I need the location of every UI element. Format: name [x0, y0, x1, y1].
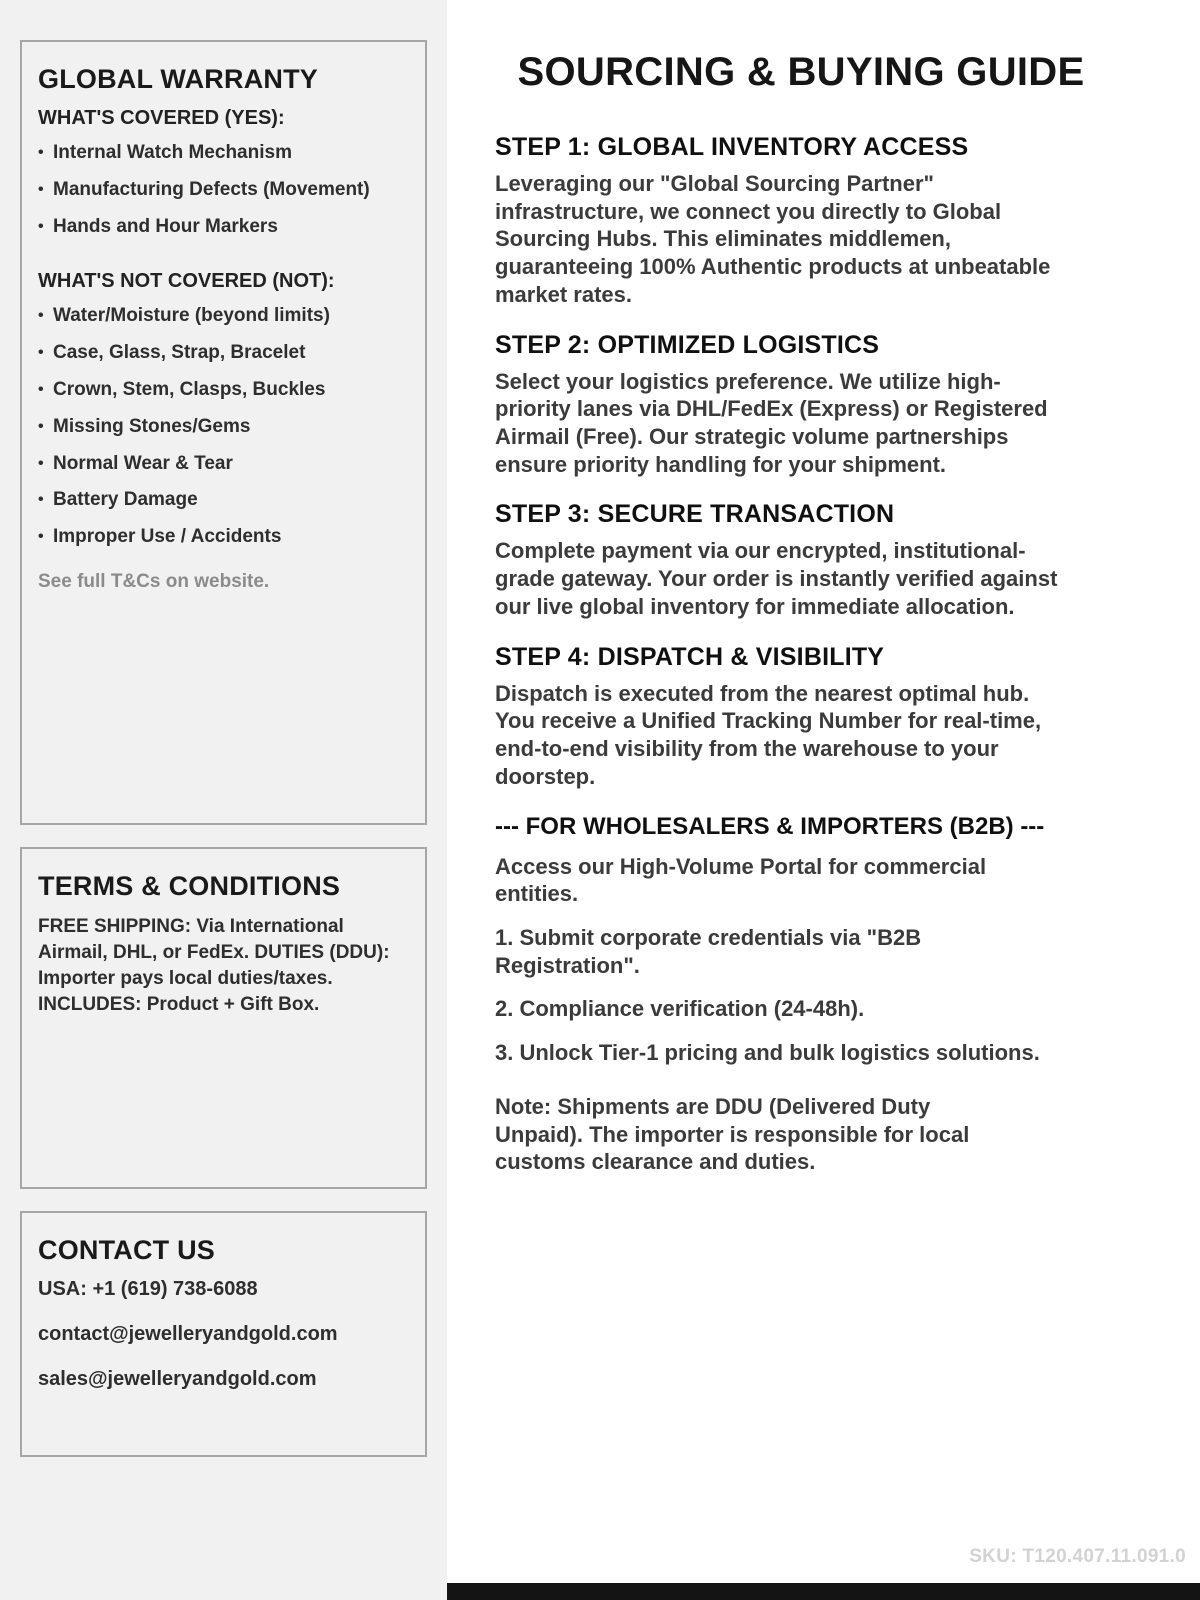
- b2b-intro: Access our High-Volume Portal for commercial entities.: [495, 853, 987, 907]
- not-covered-item: • Improper Use / Accidents: [38, 526, 409, 549]
- covered-item: • Hands and Hour Markers: [38, 216, 409, 239]
- main-content: [447, 0, 1200, 1600]
- contact-email: contact@jewelleryandgold.com: [38, 1323, 338, 1345]
- step-4-heading: STEP 4: DISPATCH & VISIBILITY: [495, 642, 885, 671]
- step-4: [495, 643, 1070, 791]
- bottom-bar: [447, 1583, 1200, 1600]
- b2b-item: 1. Submit corporate credentials via "B2B Registration".: [495, 924, 922, 978]
- b2b-item: 3. Unlock Tier-1 pricing and bulk logistics solutions.: [495, 1040, 1040, 1066]
- step-1-heading: STEP 1: GLOBAL INVENTORY ACCESS: [495, 133, 969, 161]
- step-2: [495, 331, 1070, 479]
- not-covered-item: • Water/Moisture (beyond limits): [38, 305, 409, 328]
- not-covered-list: [38, 305, 409, 549]
- contact-box: [20, 1211, 427, 1457]
- step-3: [495, 500, 1070, 620]
- sales-email: sales@jewelleryandgold.com: [38, 1368, 317, 1390]
- covered-item: • Internal Watch Mechanism: [38, 142, 409, 165]
- b2b-note: Note: Shipments are DDU (Delivered Duty Unpaid). The importer is responsible for local customs clearance and duties.: [495, 1093, 970, 1175]
- not-covered-item: • Normal Wear & Tear: [38, 453, 409, 476]
- contact-phone: USA: +1 (619) 738-6088: [38, 1278, 258, 1300]
- terms-box: [20, 847, 427, 1189]
- sidebar: [0, 0, 447, 1600]
- b2b-item: 2. Compliance verification (24-48h).: [495, 996, 865, 1022]
- not-covered-item: • Crown, Stem, Clasps, Buckles: [38, 379, 409, 402]
- b2b-section: [495, 813, 1095, 1176]
- warranty-box: [20, 40, 427, 825]
- not-covered-item: • Missing Stones/Gems: [38, 416, 409, 439]
- b2b-heading: --- FOR WHOLESALERS & IMPORTERS (B2B) ---: [495, 812, 1045, 840]
- covered-item: • Manufacturing Defects (Movement): [38, 179, 409, 202]
- step-2-body: Select your logistics preference. We utilize high-priority lanes via DHL/FedEx (Express) or Registered Airmail (Free). Our strategic volume partnerships ensure priority handling for your shipment.: [495, 368, 1048, 477]
- step-1-body: Leveraging our "Global Sourcing Partner" infrastructure, we connect you directly to Global Sourcing Hubs. This eliminates middlemen, guaranteeing 100% Authentic products at unbeatable market rates.: [495, 171, 1051, 307]
- step-1: [495, 133, 1070, 309]
- covered-list: [38, 142, 409, 238]
- warranty-footnote: See full T&Cs on website.: [38, 570, 270, 592]
- step-3-body: Complete payment via our encrypted, institutional-grade gateway. Your order is instantly verified against our live global inventory for immediate allocation.: [495, 538, 1058, 619]
- covered-title: WHAT'S COVERED (YES):: [38, 107, 285, 129]
- contact-title: CONTACT US: [38, 1235, 215, 1265]
- page-title: SOURCING & BUYING GUIDE: [517, 50, 1085, 94]
- step-3-heading: STEP 3: SECURE TRANSACTION: [495, 500, 895, 529]
- step-4-body: Dispatch is executed from the nearest optimal hub. You receive a Unified Tracking Number for real-time, end-to-end visibility from the warehouse to your doorstep.: [495, 680, 1042, 789]
- sku-label: SKU: T120.407.11.091.0: [969, 1546, 1186, 1567]
- warranty-title: GLOBAL WARRANTY: [38, 64, 318, 94]
- not-covered-item: • Battery Damage: [38, 489, 409, 512]
- terms-body: FREE SHIPPING: Via International Airmail, DHL, or FedEx. DUTIES (DDU): Importer pays local duties/taxes. INCLUDES: Product + Gift Box.: [38, 916, 390, 1016]
- not-covered-item: • Case, Glass, Strap, Bracelet: [38, 342, 409, 365]
- step-2-heading: STEP 2: OPTIMIZED LOGISTICS: [495, 330, 880, 359]
- terms-title: TERMS & CONDITIONS: [38, 871, 341, 901]
- not-covered-title: WHAT'S NOT COVERED (NOT):: [38, 270, 335, 293]
